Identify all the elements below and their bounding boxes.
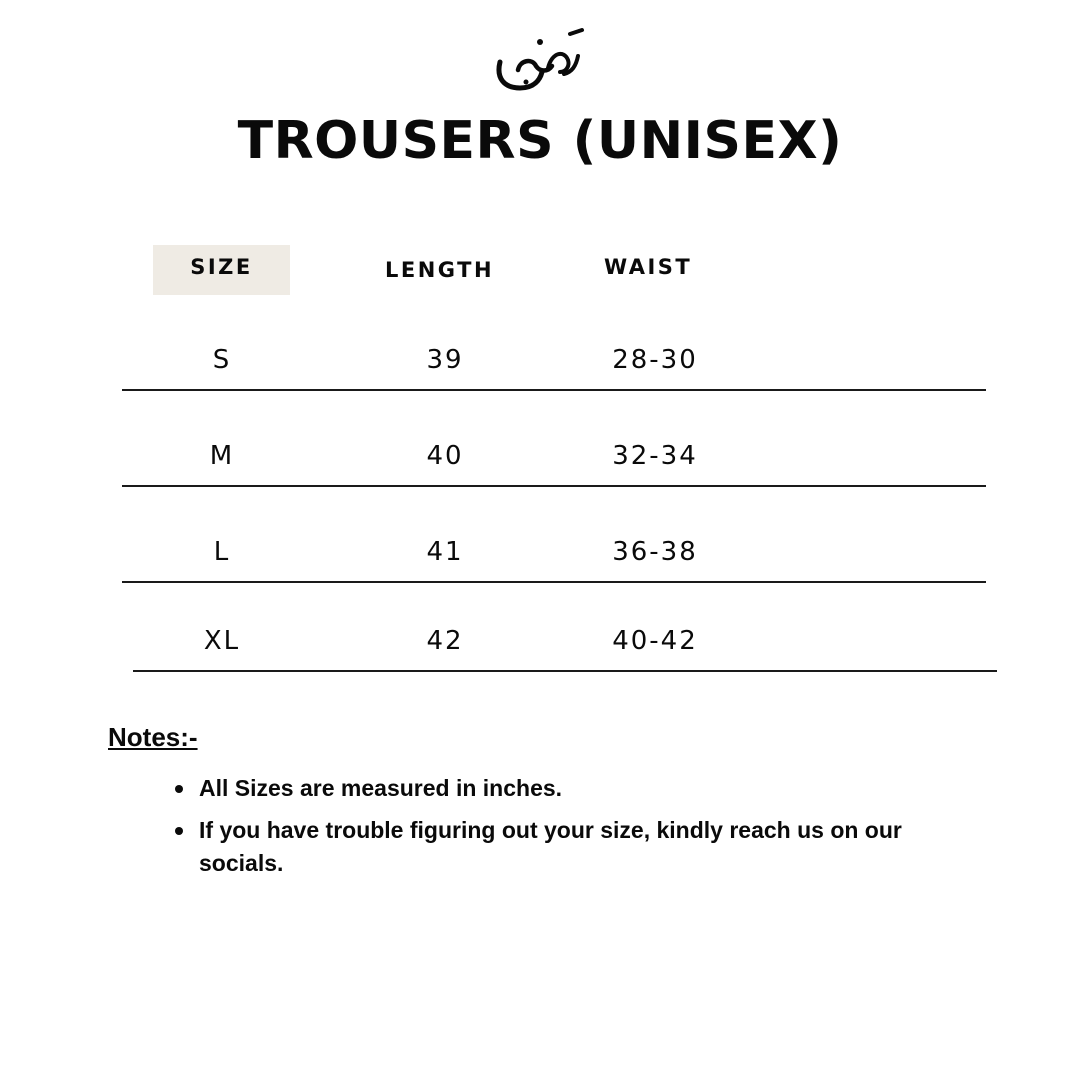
page-title: TROUSERS (UNISEX) xyxy=(237,111,843,171)
note-text: All Sizes are measured in inches. xyxy=(199,775,563,801)
row-l-size: L xyxy=(213,537,231,567)
notes-list xyxy=(175,772,975,889)
row-divider xyxy=(133,670,997,672)
brand-logo-icon xyxy=(490,22,590,96)
row-m-length: 40 xyxy=(426,441,464,471)
row-s-waist: 28-30 xyxy=(612,345,698,375)
row-xl-length: 42 xyxy=(426,626,464,656)
row-l-length: 41 xyxy=(426,537,464,567)
row-divider xyxy=(122,581,986,583)
row-divider xyxy=(122,389,986,391)
row-s-length: 39 xyxy=(426,345,464,375)
column-header-size: SIZE xyxy=(190,255,253,279)
row-m-waist: 32-34 xyxy=(612,441,698,471)
bullet-icon xyxy=(175,785,183,793)
note-item xyxy=(175,814,975,880)
row-s-size: S xyxy=(212,345,232,375)
row-m-size: M xyxy=(209,441,235,471)
row-divider xyxy=(122,485,986,487)
column-header-waist: WAIST xyxy=(604,255,693,279)
note-text: If you have trouble figuring out your size, kindly reach us on our socials. xyxy=(199,817,902,876)
note-item xyxy=(175,772,975,805)
notes-heading: Notes:- xyxy=(108,722,198,752)
bullet-icon xyxy=(175,827,183,835)
column-header-length: LENGTH xyxy=(385,258,495,282)
row-xl-size: XL xyxy=(203,626,241,656)
row-l-waist: 36-38 xyxy=(612,537,698,567)
row-xl-waist: 40-42 xyxy=(612,626,698,656)
